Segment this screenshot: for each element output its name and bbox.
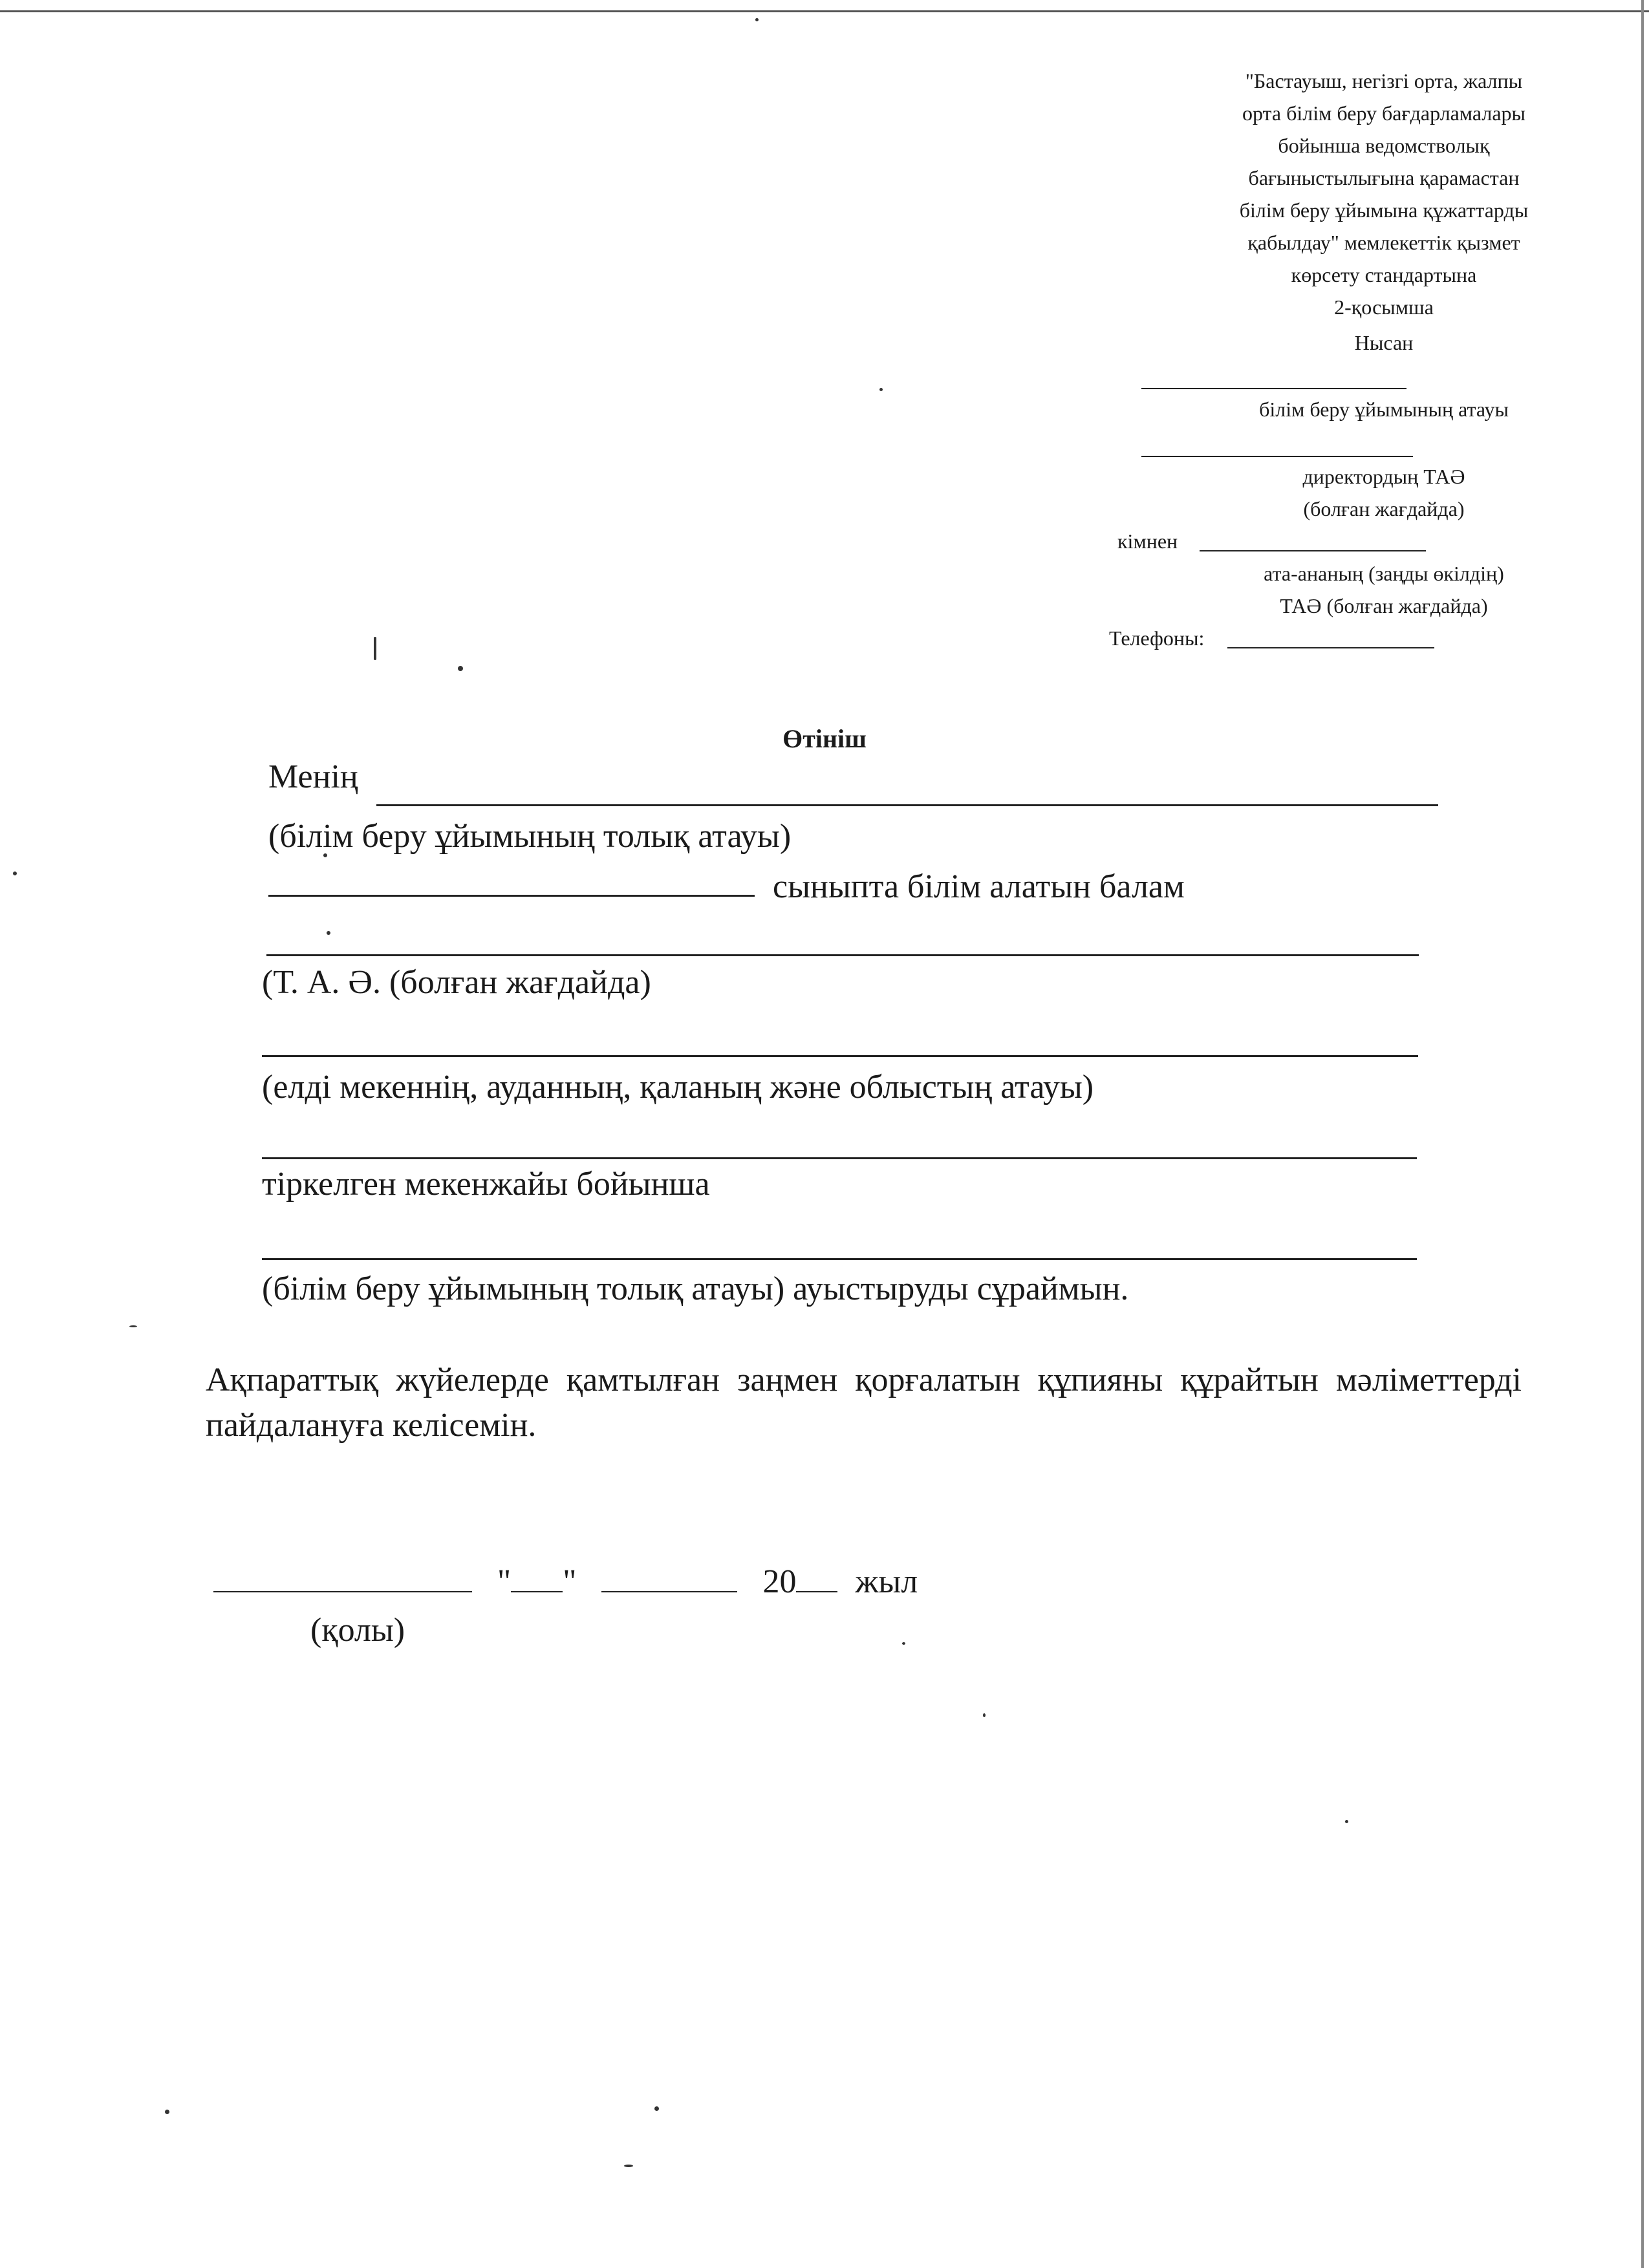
- scan-speck: [165, 2110, 169, 2114]
- scan-speck: [983, 1713, 986, 1717]
- from-field[interactable]: [1200, 550, 1426, 551]
- scan-speck: [902, 1642, 905, 1645]
- org-name-field[interactable]: [1141, 388, 1406, 389]
- registered-address-text: тіркелген мекенжайы бойынша: [262, 1166, 710, 1203]
- day-field[interactable]: [511, 1563, 563, 1592]
- locality-field[interactable]: [262, 1055, 1418, 1057]
- director-caption-note: (болған жағдайда): [1303, 497, 1465, 520]
- my-label: Менің: [268, 758, 358, 795]
- header-line: қабылдау" мемлекеттік қызмет: [1247, 231, 1520, 254]
- consent-text: Ақпараттық жүйелерде қамтылған заңмен қорғалатын құпияны құрайтын мәліметтерді пайдалануға келісемін.: [206, 1362, 1522, 1444]
- parent-caption-note: ТАӘ (болған жағдайда): [1280, 594, 1488, 617]
- class-field[interactable]: [268, 895, 755, 897]
- header-line: "Бастауыш, негізгі орта, жалпы: [1245, 69, 1523, 92]
- scan-speck: [654, 2106, 659, 2111]
- header-line: бағыныстылығына қарамастан: [1248, 166, 1520, 189]
- scan-speck: [1345, 1820, 1348, 1823]
- director-name-field[interactable]: [1141, 456, 1413, 457]
- header-line: көрсету стандартына: [1291, 263, 1477, 286]
- header-line: орта білім беру бағдарламалары: [1242, 102, 1526, 125]
- scan-speck: [327, 931, 330, 935]
- header-line: 2-қосымша: [1334, 295, 1434, 319]
- year-field[interactable]: [796, 1563, 837, 1592]
- locality-caption: (елді мекеннің, ауданның, қаланың және облыстың атауы): [262, 1069, 1094, 1106]
- scan-speck: [458, 666, 463, 671]
- scan-speck: [129, 1325, 137, 1327]
- signature-caption: (қолы): [310, 1612, 405, 1649]
- signature-row: [213, 1561, 918, 1603]
- quote-open: ": [497, 1563, 512, 1600]
- director-caption: директордың ТАӘ: [1302, 465, 1465, 488]
- new-org-field[interactable]: [262, 1258, 1417, 1260]
- scan-speck: [374, 637, 376, 660]
- org-full-name-field[interactable]: [376, 804, 1438, 806]
- year-prefix: 20: [762, 1563, 797, 1600]
- org-name-caption: білім беру ұйымының атауы: [1259, 398, 1509, 421]
- org-full-name-caption: (білім беру ұйымының толық атауы): [268, 818, 792, 855]
- address-field[interactable]: [262, 1157, 1417, 1159]
- signature-field[interactable]: [213, 1563, 472, 1592]
- scan-speck: [755, 18, 759, 21]
- phone-label: Телефоны:: [1109, 626, 1205, 650]
- class-text: сыныпта білім алатын балам: [773, 868, 1185, 905]
- header-line: білім беру ұйымына құжаттарды: [1239, 198, 1529, 222]
- quote-close: ": [563, 1563, 577, 1600]
- form-label: Нысан: [1354, 331, 1414, 354]
- from-label: кімнен: [1117, 530, 1178, 553]
- scan-border-top: [0, 10, 1649, 12]
- fio-caption: (Т. А. Ә. (болған жағдайда): [262, 964, 651, 1001]
- header-line: бойынша ведомстволық: [1278, 134, 1490, 157]
- transfer-request-text: (білім беру ұйымының толық атауы) ауыстыруды сұраймын.: [262, 1270, 1129, 1307]
- year-suffix: жыл: [855, 1563, 918, 1600]
- scan-speck: [624, 2165, 633, 2167]
- month-field[interactable]: [601, 1563, 737, 1592]
- scan-speck: [879, 388, 883, 391]
- document-title: Өтініш: [782, 724, 867, 753]
- child-name-field[interactable]: [266, 954, 1419, 956]
- parent-caption: ата-ананың (заңды өкілдің): [1264, 562, 1504, 585]
- phone-field[interactable]: [1227, 647, 1434, 648]
- scan-speck: [13, 872, 17, 875]
